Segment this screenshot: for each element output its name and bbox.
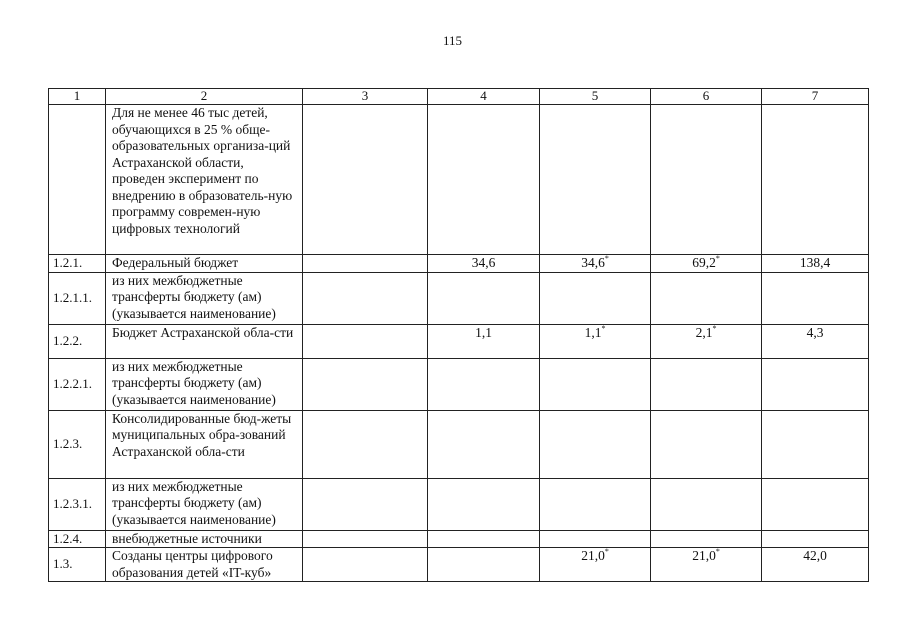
- cell-col4: [428, 548, 540, 582]
- table-row: [49, 272, 869, 324]
- cell-col4: [428, 478, 540, 530]
- row-code: 1.2.2.: [49, 324, 106, 358]
- column-header: 7: [762, 89, 869, 105]
- row-code: 1.2.1.1.: [49, 272, 106, 324]
- cell-col5: 34,6*: [540, 255, 651, 273]
- row-description: Консолидированные бюд-жеты муниципальных обра-зований Астраханской обла-сти: [106, 410, 303, 478]
- row-code: 1.2.1.: [49, 255, 106, 273]
- cell-col5: [540, 410, 651, 478]
- table-row: [49, 324, 869, 358]
- column-header: 5: [540, 89, 651, 105]
- cell-col6: [651, 272, 762, 324]
- row-description: внебюджетные источники: [106, 530, 303, 548]
- cell-col4: [428, 410, 540, 478]
- column-header: 6: [651, 89, 762, 105]
- table-row: [49, 410, 869, 478]
- table-row: [49, 478, 869, 530]
- cell-col3: [303, 358, 428, 410]
- column-header: 4: [428, 89, 540, 105]
- cell-col7: [762, 358, 869, 410]
- cell-col6: [651, 478, 762, 530]
- cell-col5: 21,0*: [540, 548, 651, 582]
- row-code: 1.2.4.: [49, 530, 106, 548]
- cell-col6: 69,2*: [651, 255, 762, 273]
- cell-col7: 4,3: [762, 324, 869, 358]
- table-row: [49, 105, 869, 255]
- row-code: [49, 105, 106, 255]
- cell-col3: [303, 105, 428, 255]
- budget-table: [48, 88, 869, 582]
- cell-col5: [540, 272, 651, 324]
- row-code: 1.2.3.1.: [49, 478, 106, 530]
- cell-col6: [651, 358, 762, 410]
- row-description: Созданы центры цифрового образования детей «IT-куб»: [106, 548, 303, 582]
- cell-col7: 42,0: [762, 548, 869, 582]
- column-header: 3: [303, 89, 428, 105]
- column-header: 2: [106, 89, 303, 105]
- row-description: из них межбюджетные трансферты бюджету (ам) (указывается наименование): [106, 272, 303, 324]
- row-description: Для не менее 46 тыс детей, обучающихся в 25 % обще-образовательных организа-ций Астраханской области, проведен эксперимент по внедрению в образователь-ную программу современ-ную цифровых технологий: [106, 105, 303, 255]
- row-description: Федеральный бюджет: [106, 255, 303, 273]
- cell-col5: 1,1*: [540, 324, 651, 358]
- table-row: [49, 255, 869, 273]
- column-header: 1: [49, 89, 106, 105]
- cell-col4: 34,6: [428, 255, 540, 273]
- cell-col3: [303, 272, 428, 324]
- row-code: 1.3.: [49, 548, 106, 582]
- row-description: из них межбюджетные трансферты бюджету (ам) (указывается наименование): [106, 358, 303, 410]
- cell-col7: 138,4: [762, 255, 869, 273]
- table-header-row: [49, 89, 869, 105]
- table-row: [49, 548, 869, 582]
- row-code: 1.2.3.: [49, 410, 106, 478]
- table-row: [49, 530, 869, 548]
- row-description: из них межбюджетные трансферты бюджету (ам) (указывается наименование): [106, 478, 303, 530]
- page-number: 115: [442, 33, 463, 48]
- cell-col3: [303, 478, 428, 530]
- cell-col3: [303, 255, 428, 273]
- cell-col6: [651, 410, 762, 478]
- cell-col7: [762, 410, 869, 478]
- cell-col3: [303, 410, 428, 478]
- cell-col4: 1,1: [428, 324, 540, 358]
- row-code: 1.2.2.1.: [49, 358, 106, 410]
- cell-col7: [762, 478, 869, 530]
- cell-col5: [540, 530, 651, 548]
- cell-col6: [651, 530, 762, 548]
- cell-col5: [540, 478, 651, 530]
- cell-col7: [762, 272, 869, 324]
- cell-col5: [540, 358, 651, 410]
- table-row: [49, 358, 869, 410]
- cell-col6: 2,1*: [651, 324, 762, 358]
- cell-col7: [762, 530, 869, 548]
- cell-col7: [762, 105, 869, 255]
- cell-col5: [540, 105, 651, 255]
- cell-col4: [428, 105, 540, 255]
- cell-col4: [428, 358, 540, 410]
- cell-col6: [651, 105, 762, 255]
- row-description: Бюджет Астраханской обла-сти: [106, 324, 303, 358]
- cell-col3: [303, 324, 428, 358]
- cell-col4: [428, 272, 540, 324]
- cell-col3: [303, 548, 428, 582]
- cell-col4: [428, 530, 540, 548]
- cell-col3: [303, 530, 428, 548]
- cell-col6: 21,0*: [651, 548, 762, 582]
